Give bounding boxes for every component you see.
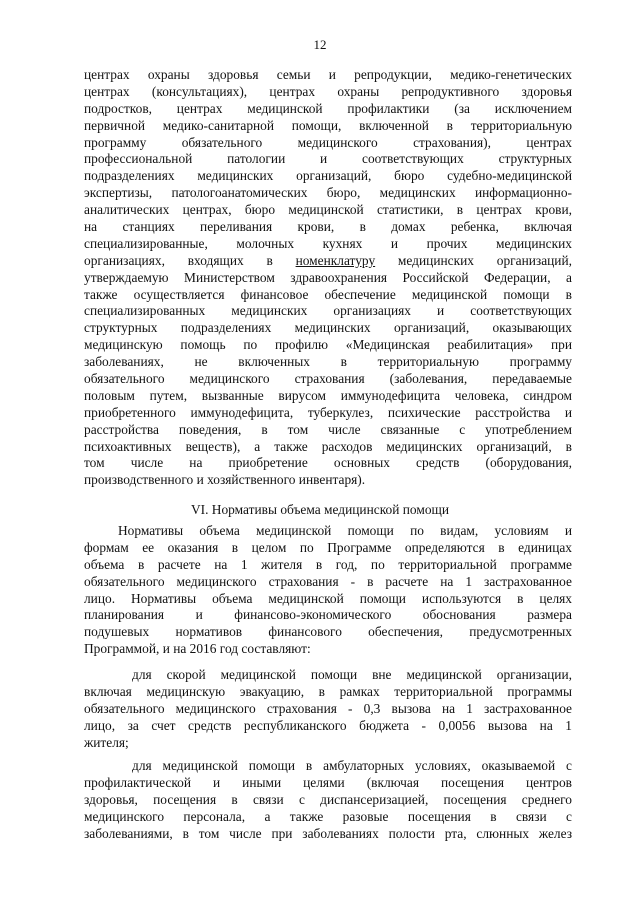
- text-line: приобретенного иммунодефицита, туберкулез, психические расстройства и: [84, 404, 572, 420]
- text-line: включая медицинскую эвакуацию, в рамках территориальной программы: [84, 683, 572, 699]
- text-line: структурных подразделениях медицинских организаций, оказывающих: [84, 320, 572, 336]
- nomenclature-link[interactable]: номенклатуру: [295, 252, 376, 268]
- text-line: психоактивных веществ), а также расходов медицинских организаций, в: [84, 438, 572, 454]
- text-line: медицинского персонала, а также разовые посещения в связи с: [84, 808, 572, 824]
- paragraph-emergency-care: [84, 667, 572, 751]
- text-line: том числе на приобретение основных средств (оборудования,: [84, 455, 572, 471]
- text-line: для скорой медицинской помощи вне медицинской организации,: [132, 667, 572, 682]
- text-line: профилактической и иными целями (включая посещения центров: [84, 774, 572, 790]
- text-line: обязательного медицинского страхования - 0,3 вызова на 1 застрахованное: [84, 700, 572, 716]
- text-line: для медицинской помощи в амбулаторных условиях, оказываемой с: [132, 758, 572, 773]
- text-line: специализированных медицинских организациях и соответствующих: [84, 303, 572, 319]
- text-line: центрах (консультациях), центрах охраны репродуктивного здоровья: [84, 83, 572, 99]
- text-line: также осуществляется финансовое обеспечение медицинской помощи в: [84, 286, 572, 302]
- text-line: подростков, центрах медицинской профилактики (за исключением: [84, 100, 572, 116]
- page-number: 12: [313, 37, 327, 52]
- text-line: подразделениях медицинских организаций, бюро судебно-медицинской: [84, 168, 572, 184]
- text-line: обязательного медицинского страхования (заболевания, передаваемые: [84, 371, 572, 387]
- text-line: объема в расчете на 1 жителя в год, по территориальной программе: [84, 556, 572, 572]
- text-line: подушевых нормативов финансового обеспечения, предусмотренных: [84, 624, 572, 640]
- text-line: лицо, за счет средств республиканского бюджета - 0,0056 вызова на 1: [84, 717, 572, 733]
- text-line: профессиональной патологии и соответствующих структурных: [84, 151, 572, 167]
- text-line: заболеваниях, не включенных в территориальную программу: [84, 354, 572, 370]
- paragraph-outpatient-care: [84, 758, 572, 842]
- text-line: центрах охраны здоровья семьи и репродукции, медико-генетических: [84, 67, 572, 82]
- text-line: утверждаемую Министерством здравоохранения Российской Федерации, а: [84, 269, 572, 285]
- text-line: первичной медико-санитарной помощи, включенной в территориальную: [84, 117, 572, 133]
- text-fragment: медицинских организаций,: [375, 252, 572, 268]
- text-line: лицо. Нормативы объема медицинской помощи используются в целях: [84, 590, 572, 606]
- text-line: специализированные, молочных кухнях и прочих медицинских: [84, 235, 572, 251]
- text-line-with-link: [84, 253, 572, 270]
- text-line: половым путем, вызванные вирусом иммунодефицита человека, синдром: [84, 387, 572, 403]
- text-line: производственного и хозяйственного инвентаря).: [84, 472, 366, 488]
- text-line: программу обязательного медицинского страхования), центрах: [84, 134, 572, 150]
- text-line: экспертизы, патологоанатомических бюро, медицинских информационно-: [84, 185, 572, 201]
- text-line: расстройства поведения, в том числе связанные с употреблением: [84, 421, 572, 437]
- text-line: медицинскую помощь по профилю «Медицинская реабилитация» при: [84, 337, 572, 353]
- text-line: Программой, и на 2016 год составляют:: [84, 641, 311, 657]
- text-line: формам ее оказания в целом по Программе определяются в единицах: [84, 539, 572, 555]
- text-line: на станциях переливания крови, в домах ребенка, включая: [84, 219, 572, 235]
- text-fragment: организациях, входящих в: [84, 252, 296, 268]
- text-line: заболеваниями, в том числе при заболеваниях полости рта, слюнных желез: [84, 825, 572, 841]
- paragraph-funding-scope: [84, 67, 572, 489]
- text-line: жителя;: [84, 734, 129, 750]
- text-line: Нормативы объема медицинской помощи по видам, условиям и: [118, 523, 572, 538]
- paragraph-norms-intro: [84, 523, 572, 658]
- text-line: обязательного медицинского страхования - в расчете на 1 застрахованное: [84, 573, 572, 589]
- text-line: планирования и финансово-экономического обоснования размера: [84, 607, 572, 623]
- text-line: здоровья, посещения в связи с диспансеризацией, посещения среднего: [84, 791, 572, 807]
- text-line: аналитических центрах, бюро медицинской статистики, в центрах крови,: [84, 202, 572, 218]
- section-heading: VI. Нормативы объема медицинской помощи: [190, 502, 449, 517]
